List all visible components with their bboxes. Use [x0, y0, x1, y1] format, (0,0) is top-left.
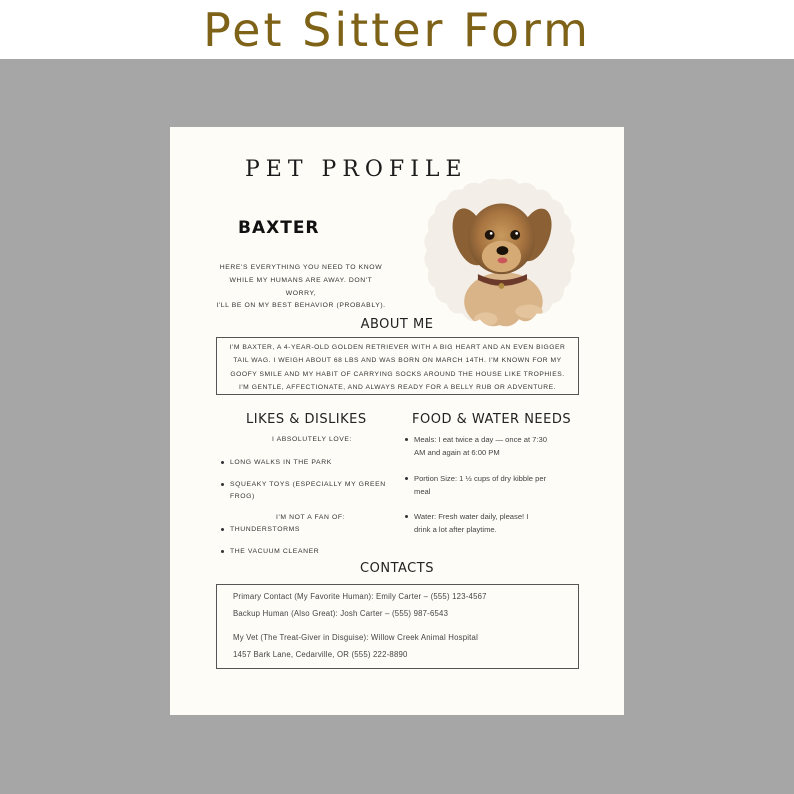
vet-contact: My Vet (The Treat-Giver in Disguise): Willow Creek Animal Hospital: [233, 633, 479, 642]
food-item: [414, 510, 584, 536]
like-item: [230, 479, 386, 502]
contacts-title: CONTACTS: [360, 561, 434, 576]
intro-line: WHILE MY HUMANS ARE AWAY. DON'T WORRY,: [229, 276, 373, 297]
like-item-line: FROG): [230, 492, 255, 500]
about-line: TAIL WAG. I WEIGH ABOUT 68 LBS AND WAS BORN ON MARCH 14TH. I'M KNOWN FOR MY: [233, 357, 562, 365]
food-item: [414, 433, 584, 459]
dislike-label: I'M NOT A FAN OF:: [276, 514, 346, 521]
intro-line: HERE'S EVERYTHING YOU NEED TO KNOW: [219, 264, 383, 271]
about-line: GOOFY SMILE AND MY HABIT OF CARRYING SOCKS AROUND THE HOUSE LIKE TROPHIES.: [230, 370, 565, 378]
food-item-line: Portion Size: 1 ½ cups of dry kibble per: [414, 474, 547, 483]
dog-photo: [421, 176, 578, 333]
dislike-item: THUNDERSTORMS: [230, 524, 300, 536]
likes-dislikes-title: LIKES & DISLIKES: [246, 412, 367, 427]
pet-profile-heading: PET PROFILE: [245, 157, 468, 182]
like-item-line: SQUEAKY TOYS (ESPECIALLY MY GREEN: [230, 481, 386, 488]
food-item-line: Water: Fresh water daily, please! I: [414, 512, 529, 521]
dislike-item: THE VACUUM CLEANER: [230, 546, 319, 558]
food-item-line: meal: [414, 487, 431, 496]
food-item: [414, 472, 584, 498]
top-banner: [0, 0, 794, 59]
banner-title: Pet Sitter Form: [203, 3, 591, 57]
food-item-line: AM and again at 6:00 PM: [414, 448, 500, 457]
contacts-box: [216, 584, 579, 669]
intro-line: I'LL BE ON MY BEST BEHAVIOR (PROBABLY).: [216, 302, 386, 310]
about-me-title: ABOUT ME: [360, 317, 434, 332]
pet-profile-sheet: [170, 127, 624, 715]
pet-name: BAXTER: [238, 218, 320, 238]
love-label: I ABSOLUTELY LOVE:: [272, 436, 353, 443]
about-line: I'M BAXTER, A 4-YEAR-OLD GOLDEN RETRIEVER WITH A BIG HEART AND AN EVEN BIGGER: [229, 344, 566, 351]
about-line: I'M GENTLE, AFFECTIONATE, AND ALWAYS READY FOR A BELLY RUB OR ADVENTURE.: [238, 383, 557, 391]
backup-contact: Backup Human (Also Great): Josh Carter – (555) 987-6543: [233, 609, 449, 618]
food-item-line: Meals: I eat twice a day — once at 7:30: [414, 435, 547, 444]
like-item: LONG WALKS IN THE PARK: [230, 457, 332, 469]
primary-contact: Primary Contact (My Favorite Human): Emily Carter – (555) 123-4567: [233, 592, 487, 601]
intro-text: [216, 262, 386, 313]
vet-address: 1457 Bark Lane, Cedarville, OR (555) 222-8890: [233, 650, 408, 659]
food-item-line: drink a lot after playtime.: [414, 525, 497, 534]
about-me-box: [216, 337, 579, 395]
food-water-title: FOOD & WATER NEEDS: [412, 412, 572, 427]
